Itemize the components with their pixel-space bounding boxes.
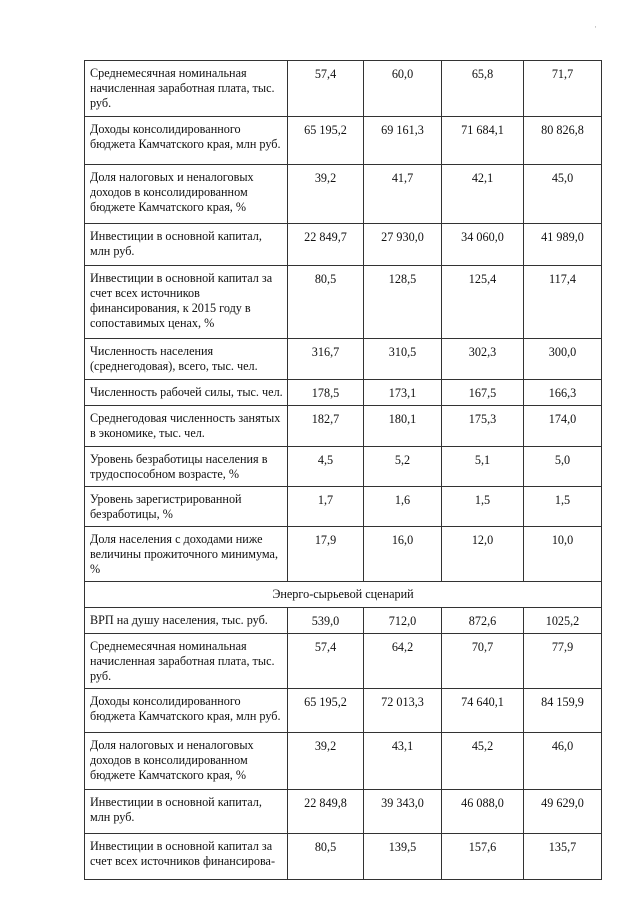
value-cell: 77,9 (524, 634, 602, 689)
value-cell: 69 161,3 (364, 117, 442, 165)
section-row (85, 582, 602, 608)
value-cell: 71,7 (524, 61, 602, 117)
table-row (85, 527, 602, 582)
value-cell: 71 684,1 (442, 117, 524, 165)
row-label: Инвестиции в основной капитал, млн руб. (85, 790, 288, 834)
value-cell: 41,7 (364, 165, 442, 224)
table-row (85, 165, 602, 224)
value-cell: 74 640,1 (442, 689, 524, 733)
value-cell: 16,0 (364, 527, 442, 582)
value-cell: 1,7 (288, 487, 364, 527)
value-cell: 173,1 (364, 380, 442, 406)
value-cell: 57,4 (288, 61, 364, 117)
table-row (85, 380, 602, 406)
table-body-bottom (85, 608, 602, 880)
table-row (85, 406, 602, 447)
table-row (85, 834, 602, 880)
value-cell: 166,3 (524, 380, 602, 406)
value-cell: 64,2 (364, 634, 442, 689)
row-label: Доходы консолидированного бюджета Камчатского края, млн руб. (85, 689, 288, 733)
row-label: Среднемесячная номинальная начисленная заработная плата, тыс. руб. (85, 634, 288, 689)
value-cell: 178,5 (288, 380, 364, 406)
table-row (85, 689, 602, 733)
table-row (85, 790, 602, 834)
value-cell: 1,6 (364, 487, 442, 527)
table-row (85, 339, 602, 380)
value-cell: 17,9 (288, 527, 364, 582)
table-row (85, 634, 602, 689)
value-cell: 46 088,0 (442, 790, 524, 834)
value-cell: 70,7 (442, 634, 524, 689)
indicators-table (84, 60, 602, 880)
value-cell: 22 849,7 (288, 224, 364, 266)
value-cell: 80,5 (288, 834, 364, 880)
value-cell: 49 629,0 (524, 790, 602, 834)
table-row (85, 608, 602, 634)
page-mark: · (594, 22, 597, 32)
value-cell: 117,4 (524, 266, 602, 339)
table-row (85, 487, 602, 527)
value-cell: 302,3 (442, 339, 524, 380)
value-cell: 84 159,9 (524, 689, 602, 733)
value-cell: 45,0 (524, 165, 602, 224)
value-cell: 43,1 (364, 733, 442, 790)
value-cell: 27 930,0 (364, 224, 442, 266)
value-cell: 46,0 (524, 733, 602, 790)
value-cell: 300,0 (524, 339, 602, 380)
row-label: Доля налоговых и неналоговых доходов в консолидированном бюджете Камчатского края, % (85, 165, 288, 224)
section-header-group (85, 582, 602, 608)
value-cell: 4,5 (288, 447, 364, 487)
value-cell: 712,0 (364, 608, 442, 634)
value-cell: 175,3 (442, 406, 524, 447)
value-cell: 34 060,0 (442, 224, 524, 266)
value-cell: 65 195,2 (288, 117, 364, 165)
row-label: Уровень зарегистрированной безработицы, % (85, 487, 288, 527)
value-cell: 872,6 (442, 608, 524, 634)
row-label: Численность рабочей силы, тыс. чел. (85, 380, 288, 406)
value-cell: 1,5 (442, 487, 524, 527)
table-row (85, 447, 602, 487)
value-cell: 10,0 (524, 527, 602, 582)
row-label: Инвестиции в основной капитал за счет всех источников финансирования, к 2015 году в сопоставимых ценах, % (85, 266, 288, 339)
value-cell: 316,7 (288, 339, 364, 380)
value-cell: 180,1 (364, 406, 442, 447)
row-label: ВРП на душу населения, тыс. руб. (85, 608, 288, 634)
value-cell: 65,8 (442, 61, 524, 117)
value-cell: 5,1 (442, 447, 524, 487)
row-label: Среднемесячная номинальная начисленная заработная плата, тыс. руб. (85, 61, 288, 117)
row-label: Доля населения с доходами ниже величины прожиточного минимума, % (85, 527, 288, 582)
value-cell: 57,4 (288, 634, 364, 689)
value-cell: 125,4 (442, 266, 524, 339)
value-cell: 39,2 (288, 165, 364, 224)
value-cell: 41 989,0 (524, 224, 602, 266)
value-cell: 539,0 (288, 608, 364, 634)
value-cell: 135,7 (524, 834, 602, 880)
value-cell: 39 343,0 (364, 790, 442, 834)
row-label: Доходы консолидированного бюджета Камчатского края, млн руб. (85, 117, 288, 165)
value-cell: 5,2 (364, 447, 442, 487)
section-title: Энерго-сырьевой сценарий (85, 582, 602, 608)
value-cell: 174,0 (524, 406, 602, 447)
value-cell: 65 195,2 (288, 689, 364, 733)
table-body-top (85, 61, 602, 582)
row-label: Уровень безработицы населения в трудоспособном возрасте, % (85, 447, 288, 487)
value-cell: 128,5 (364, 266, 442, 339)
value-cell: 12,0 (442, 527, 524, 582)
value-cell: 45,2 (442, 733, 524, 790)
table-row (85, 61, 602, 117)
row-label: Доля налоговых и неналоговых доходов в консолидированном бюджете Камчатского края, % (85, 733, 288, 790)
row-label: Инвестиции в основной капитал, млн руб. (85, 224, 288, 266)
value-cell: 39,2 (288, 733, 364, 790)
value-cell: 157,6 (442, 834, 524, 880)
table-row (85, 117, 602, 165)
value-cell: 22 849,8 (288, 790, 364, 834)
table-row (85, 224, 602, 266)
table-row (85, 733, 602, 790)
value-cell: 1,5 (524, 487, 602, 527)
value-cell: 60,0 (364, 61, 442, 117)
value-cell: 72 013,3 (364, 689, 442, 733)
row-label: Среднегодовая численность занятых в экономике, тыс. чел. (85, 406, 288, 447)
value-cell: 5,0 (524, 447, 602, 487)
value-cell: 42,1 (442, 165, 524, 224)
value-cell: 167,5 (442, 380, 524, 406)
value-cell: 80,5 (288, 266, 364, 339)
value-cell: 139,5 (364, 834, 442, 880)
value-cell: 80 826,8 (524, 117, 602, 165)
value-cell: 182,7 (288, 406, 364, 447)
row-label: Инвестиции в основной капитал за счет всех источников финансирова- (85, 834, 288, 880)
value-cell: 310,5 (364, 339, 442, 380)
value-cell: 1025,2 (524, 608, 602, 634)
row-label: Численность населения (среднегодовая), всего, тыс. чел. (85, 339, 288, 380)
table-row (85, 266, 602, 339)
